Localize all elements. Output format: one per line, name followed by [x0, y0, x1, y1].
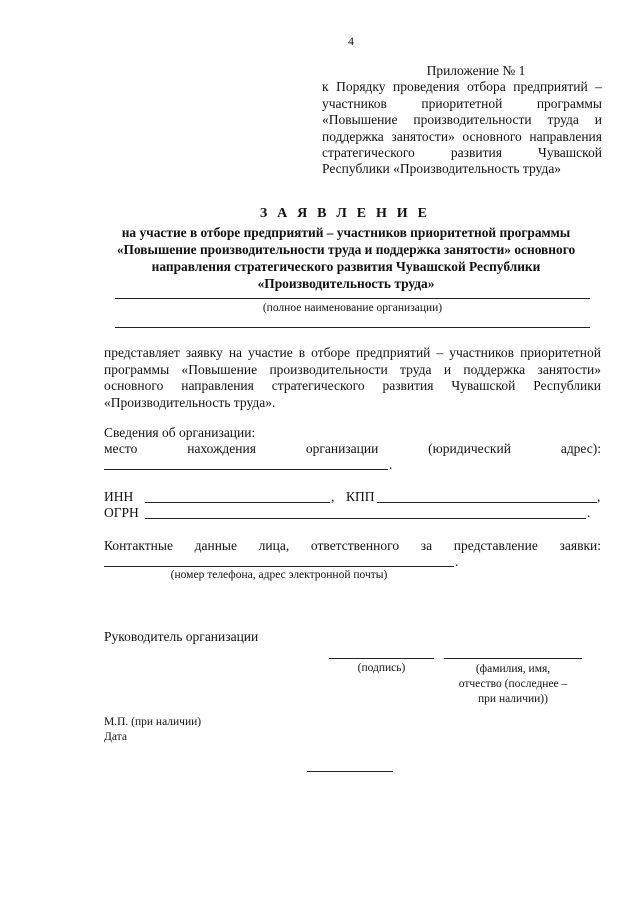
org-info-heading: Сведения об организации:	[104, 425, 256, 440]
appendix-line: к Порядку проведения отбора предприятий –	[322, 79, 602, 95]
kpp-label: КПП	[346, 489, 375, 504]
contact-line[interactable]	[104, 566, 454, 567]
address-period: .	[389, 457, 393, 472]
document-title: З А Я В Л Е Н И Е	[259, 206, 431, 221]
appendix-line: «Повышение производительности труда и	[322, 112, 602, 128]
appendix-line: Республики «Производительность труда»	[322, 161, 562, 177]
appendix-block	[322, 63, 602, 178]
ogrn-field[interactable]	[145, 518, 586, 519]
org-name-line-2[interactable]	[115, 327, 590, 328]
body-line: основного направления стратегического развития Чувашской Республики	[104, 378, 601, 394]
contact-label: Контактные данные лица, ответственного за представление заявки:	[104, 538, 601, 553]
fio-line[interactable]	[444, 658, 582, 659]
end-divider	[307, 771, 393, 772]
appendix-line: стратегического развития Чувашской	[322, 145, 602, 161]
fio-caption: (фамилия, имя, отчество (последнее – при наличии))	[458, 663, 568, 705]
org-name-caption: (полное наименование организации)	[262, 302, 443, 314]
page-number: 4	[348, 34, 354, 48]
date-label: Дата	[104, 731, 127, 743]
signature-line[interactable]	[329, 658, 434, 659]
body-line: представляет заявку на участие в отборе предприятий – участников приоритетной	[104, 345, 601, 360]
inn-field[interactable]	[145, 502, 330, 503]
stamp-label: М.П. (при наличии)	[104, 716, 202, 728]
application-text	[104, 345, 601, 411]
signature-caption: (подпись)	[357, 662, 406, 674]
address-label: место нахождения организации (юридический адрес):	[104, 441, 601, 456]
address-line[interactable]	[104, 469, 388, 470]
kpp-field[interactable]	[377, 502, 597, 503]
contact-caption: (номер телефона, адрес электронной почты)	[170, 569, 388, 581]
body-line: программы «Повышение производительности труда и поддержка занятости»	[104, 361, 601, 377]
appendix-line: поддержка занятости» основного направления	[322, 128, 602, 144]
kpp-comma: ,	[597, 489, 601, 504]
contact-period: .	[455, 554, 459, 569]
document-subtitle: на участие в отборе предприятий – участников приоритетной программы «Повышение производительности труда и поддержка занятости» основного направления стратегического развития Чувашской Республики «Производительность труда»	[116, 225, 576, 291]
head-label: Руководитель организации	[104, 629, 259, 644]
ogrn-label: ОГРН	[104, 505, 139, 520]
inn-comma: ,	[331, 489, 335, 504]
ogrn-period: .	[587, 505, 591, 520]
org-name-line[interactable]	[115, 298, 590, 299]
appendix-line: участников приоритетной программы	[322, 95, 602, 111]
appendix-heading: Приложение № 1	[426, 63, 526, 78]
body-line: «Производительность труда».	[104, 394, 276, 410]
inn-label: ИНН	[104, 489, 134, 504]
